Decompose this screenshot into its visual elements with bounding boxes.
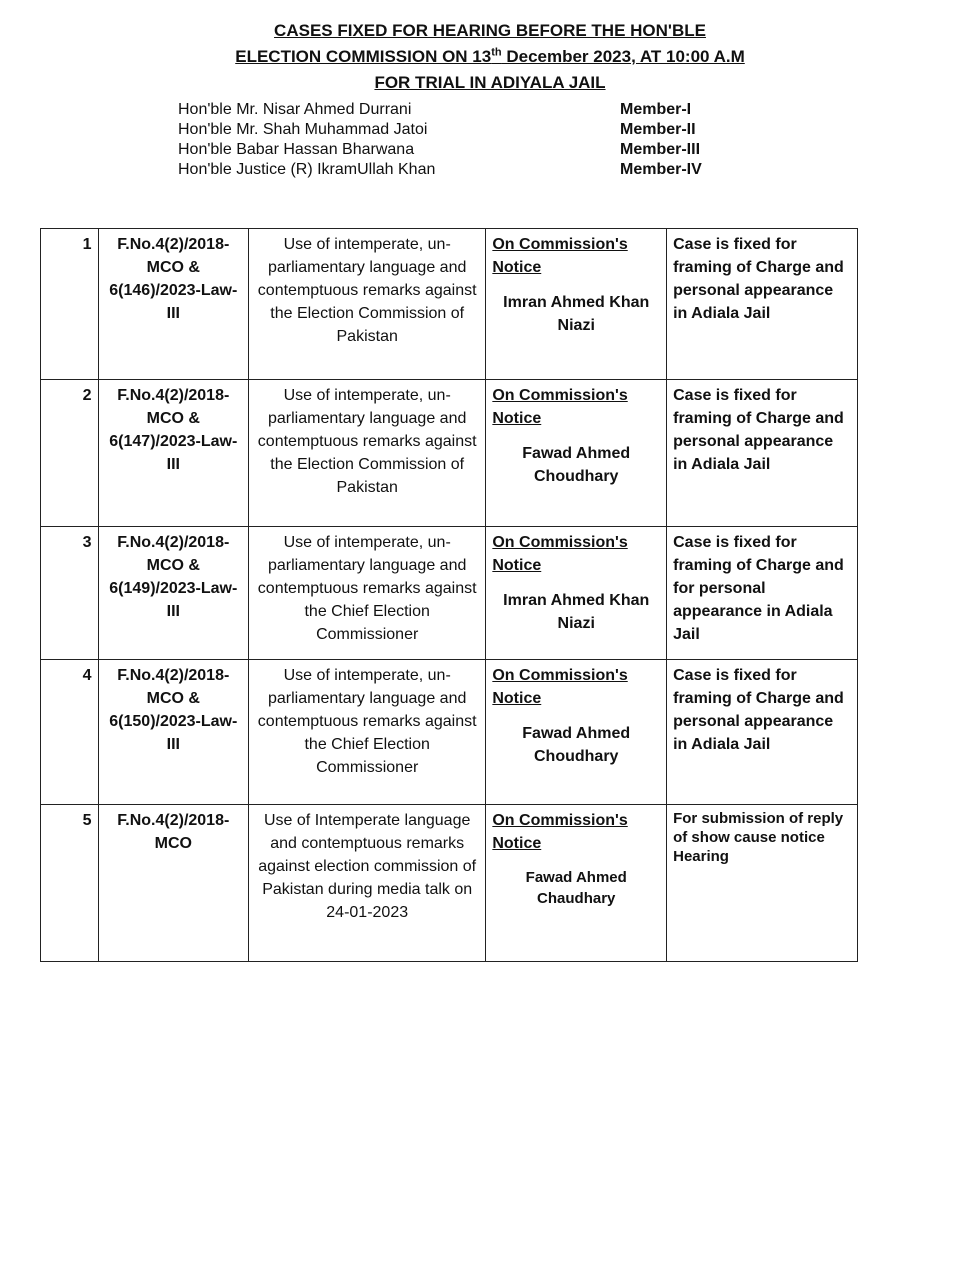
- case-respondent: Imran Ahmed Khan Niazi: [503, 592, 650, 632]
- case-file-number: F.No.4(2)/2018-MCO & 6(149)/2023-Law-III: [98, 527, 248, 660]
- title-line-2: [160, 44, 820, 70]
- case-row: [41, 527, 858, 660]
- case-notice: On Commission's Notice: [492, 534, 628, 574]
- case-respondent: Imran Ahmed Khan Niazi: [503, 294, 650, 334]
- member-role: Member-I: [620, 101, 692, 118]
- member-name: Hon'ble Babar Hassan Bharwana: [178, 141, 415, 158]
- case-row: [41, 229, 858, 380]
- case-file-number: F.No.4(2)/2018-MCO: [98, 805, 248, 962]
- case-serial: 3: [41, 527, 99, 660]
- case-status: For submission of reply of show cause notice Hearing: [667, 805, 858, 962]
- case-party-cell: [486, 805, 667, 962]
- member-role: Member-III: [620, 141, 701, 158]
- title-line-2-suffix: December 2023, AT 10:00 A.M: [501, 47, 745, 66]
- case-notice: On Commission's Notice: [492, 387, 628, 427]
- member-row: [178, 140, 738, 160]
- case-notice: On Commission's Notice: [492, 812, 628, 852]
- case-row: [41, 805, 858, 962]
- case-serial: 1: [41, 229, 99, 380]
- case-row: [41, 660, 858, 805]
- case-serial: 4: [41, 660, 99, 805]
- case-subject: Use of intemperate, un-parliamentary language and contemptuous remarks against the Chief Election Commissioner: [249, 527, 486, 660]
- case-serial: 2: [41, 380, 99, 527]
- case-file-number: F.No.4(2)/2018-MCO & 6(150)/2023-Law-III: [98, 660, 248, 805]
- case-notice: On Commission's Notice: [492, 667, 628, 707]
- title-line-3: FOR TRIAL IN ADIYALA JAIL: [374, 73, 606, 92]
- member-role: Member-IV: [620, 161, 702, 178]
- case-party-cell: [486, 660, 667, 805]
- case-party-cell: [486, 229, 667, 380]
- case-status: Case is fixed for framing of Charge and personal appearance in Adiala Jail: [667, 380, 858, 527]
- member-role: Member-II: [620, 121, 696, 138]
- case-status: Case is fixed for framing of Charge and for personal appearance in Adiala Jail: [667, 527, 858, 660]
- member-name: Hon'ble Mr. Nisar Ahmed Durrani: [178, 101, 412, 118]
- bench-members: [178, 100, 738, 180]
- case-respondent: Fawad Ahmed Choudhary: [522, 725, 631, 765]
- case-subject: Use of intemperate, un-parliamentary language and contemptuous remarks against the Chief Election Commissioner: [249, 660, 486, 805]
- cases-table: [40, 228, 858, 962]
- member-row: [178, 160, 738, 180]
- member-row: [178, 120, 738, 140]
- title-line-1: CASES FIXED FOR HEARING BEFORE THE HON'BLE: [274, 21, 706, 40]
- member-row: [178, 100, 738, 120]
- case-subject: Use of intemperate, un-parliamentary language and contemptuous remarks against the Election Commission of Pakistan: [249, 229, 486, 380]
- member-name: Hon'ble Mr. Shah Muhammad Jatoi: [178, 121, 428, 138]
- case-subject: Use of Intemperate language and contemptuous remarks against election commission of Pakistan during media talk on 24-01-2023: [249, 805, 486, 962]
- case-notice: On Commission's Notice: [492, 236, 628, 276]
- document-title: [160, 18, 820, 96]
- case-row: [41, 380, 858, 527]
- title-line-2-prefix: ELECTION COMMISSION ON 13: [235, 47, 492, 66]
- case-file-number: F.No.4(2)/2018-MCO & 6(146)/2023-Law-III: [98, 229, 248, 380]
- case-party-cell: [486, 380, 667, 527]
- case-respondent: Fawad Ahmed Choudhary: [522, 445, 631, 485]
- case-status: Case is fixed for framing of Charge and personal appearance in Adiala Jail: [667, 229, 858, 380]
- case-party-cell: [486, 527, 667, 660]
- member-name: Hon'ble Justice (R) IkramUllah Khan: [178, 161, 436, 178]
- case-file-number: F.No.4(2)/2018-MCO & 6(147)/2023-Law-III: [98, 380, 248, 527]
- title-ordinal-suffix: th: [491, 46, 502, 59]
- case-respondent: Fawad Ahmed Chaudhary: [525, 869, 627, 907]
- case-serial: 5: [41, 805, 99, 962]
- case-status: Case is fixed for framing of Charge and personal appearance in Adiala Jail: [667, 660, 858, 805]
- case-subject: Use of intemperate, un-parliamentary language and contemptuous remarks against the Election Commission of Pakistan: [249, 380, 486, 527]
